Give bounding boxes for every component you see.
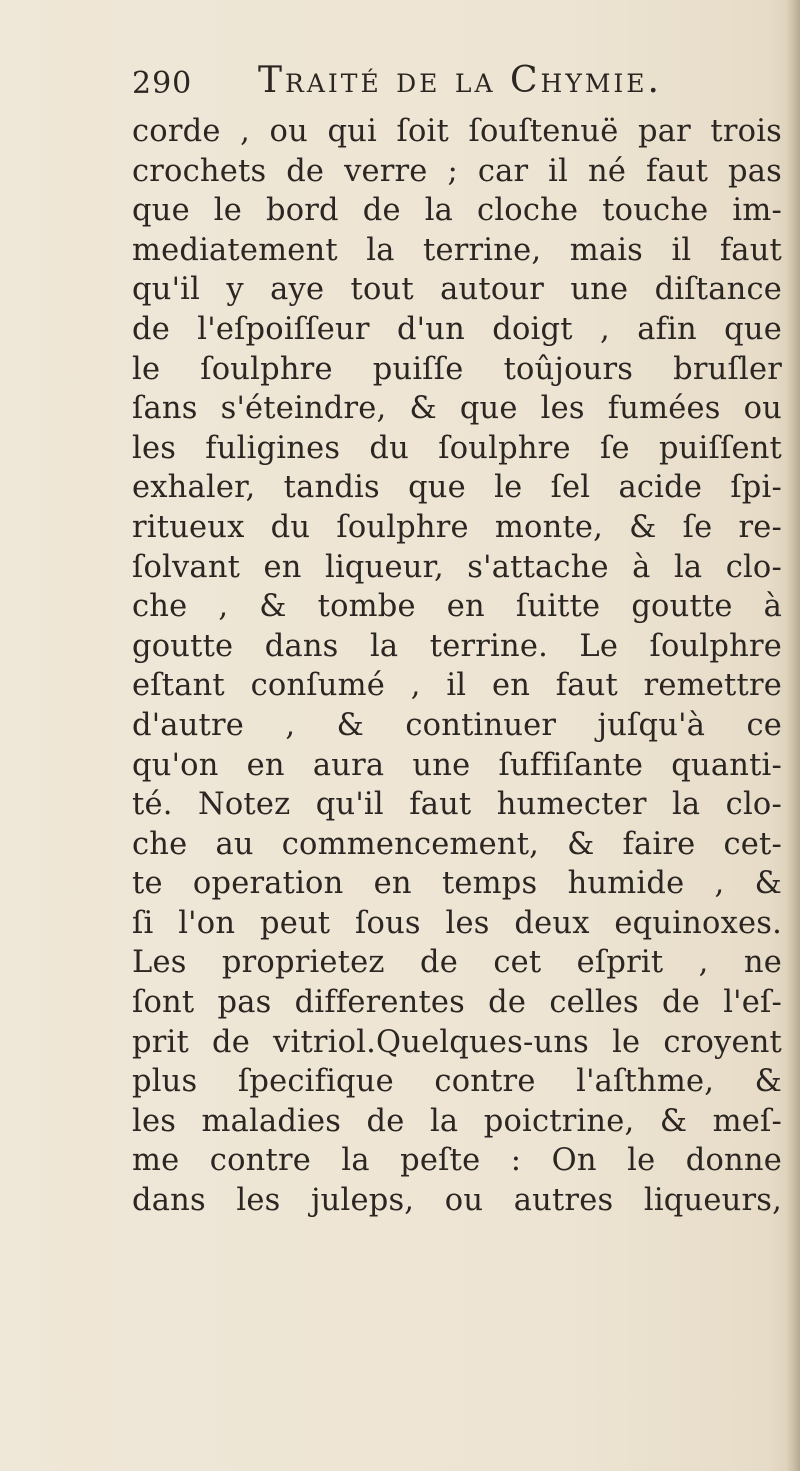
- text-line: ſont pas differentes de celles de l'eſ-: [132, 985, 782, 1021]
- text-line: plus ſpecifique contre l'aſthme, &: [132, 1064, 782, 1100]
- text-line: ritueux du ſoulphre monte, & ſe re-: [132, 509, 782, 545]
- page-edge-shadow: [786, 0, 800, 1471]
- text-line: d'autre , & continuer juſqu'à ce: [132, 707, 782, 743]
- text-line: les maladies de la poictrine, & meſ-: [132, 1103, 782, 1139]
- text-line: che , & tombe en ſuitte goutte à: [132, 589, 782, 625]
- text-line: ſans s'éteindre, & que les fumées ou: [132, 391, 782, 427]
- text-line: corde , ou qui ſoit ſouſtenuë par trois: [132, 114, 782, 149]
- text-line: mediatement la terrine, mais il faut: [132, 232, 782, 268]
- text-line: qu'on en aura une ſuffiſante quanti-: [132, 747, 782, 783]
- running-title: Traité de la Chymie.: [258, 60, 662, 101]
- text-line: ſi l'on peut ſous les deux equinoxes.: [132, 905, 782, 941]
- text-line: che au commencement, & faire cet-: [132, 826, 782, 862]
- text-line: goutte dans la terrine. Le ſoulphre: [132, 628, 782, 664]
- text-line: de l'eſpoiſſeur d'un doigt , afin que: [132, 311, 782, 347]
- page-number: 290: [132, 66, 193, 101]
- text-line: prit de vitriol.Quelques-uns le croyent: [132, 1024, 782, 1060]
- text-line: té. Notez qu'il faut humecter la clo-: [132, 787, 782, 823]
- page-header: [132, 60, 772, 108]
- text-line: te operation en temps humide , &: [132, 866, 782, 902]
- text-line: exhaler, tandis que le ſel acide ſpi-: [132, 470, 782, 506]
- text-line: dans les juleps, ou autres liqueurs,: [132, 1183, 782, 1219]
- text-line: crochets de verre ; car il né faut pas: [132, 153, 782, 189]
- text-line: les fuligines du ſoulphre ſe puiſſent: [132, 430, 782, 466]
- text-line: eſtant conſumé , il en faut remettre: [132, 668, 782, 704]
- body-text: [132, 112, 782, 1221]
- text-line: le ſoulphre puiſſe toûjours bruſler: [132, 351, 782, 387]
- text-line: que le bord de la cloche touche im-: [132, 193, 782, 229]
- text-line: Les proprietez de cet eſprit , ne: [132, 945, 782, 981]
- text-line: ſolvant en liqueur, s'attache à la clo-: [132, 549, 782, 585]
- text-line: me contre la peſte : On le donne: [132, 1143, 782, 1179]
- text-line: qu'il y aye tout autour une diſtance: [132, 272, 782, 308]
